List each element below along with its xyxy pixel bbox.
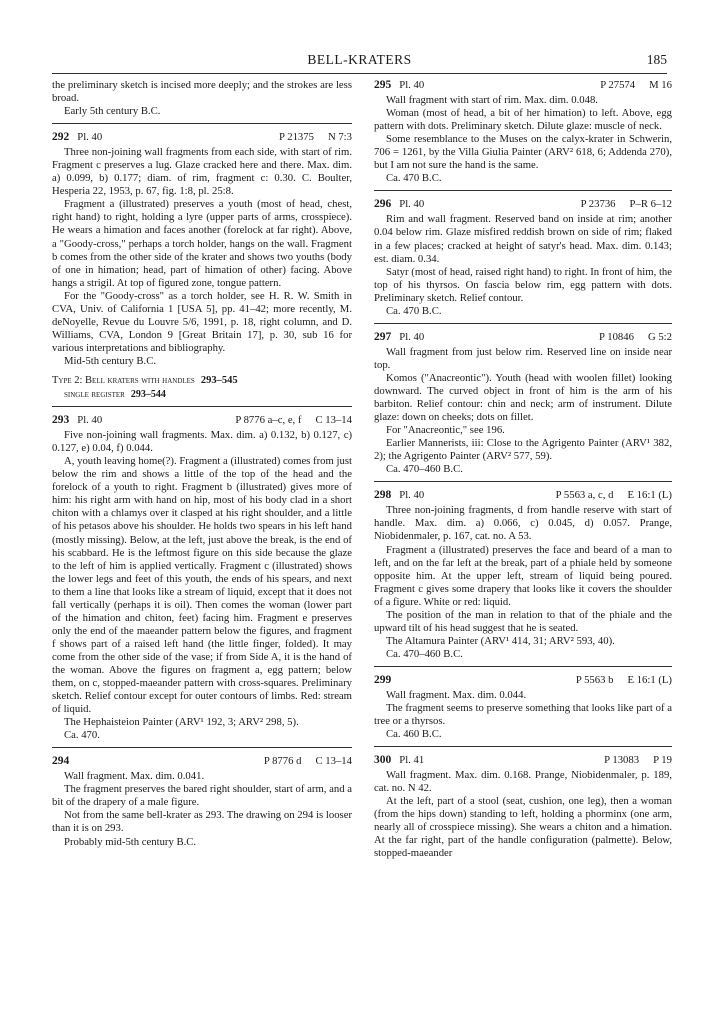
entry-rule [52, 406, 352, 407]
left-column [52, 79, 352, 849]
entry-paragraph: Wall fragment. Max. dim. 0.044. [386, 688, 527, 701]
entry-number: 292 [52, 131, 70, 144]
entry-heading [52, 755, 352, 768]
entry-paragraph: Fragment a (illustrated) preserves the face and beard of a man to left, and on the far left at the break, part of a phiale held by someone opposite him. At the upper left, stream of liquid being poured. Fragment c gives some drapery that looks like it covers the shoulder of a figure. White or red: liquid. [374, 543, 672, 608]
right-column [374, 79, 672, 861]
entry-paragraph: At the left, part of a stool (seat, cushion, one leg), then a woman (from the hips down) standing to left, holding a phorminx (one arm, nearly all of crosspiece missing). She wears a chiton and a himation. At the far right, part of the handle configuration (palmette). Below, stopped-maeander [374, 795, 672, 860]
catalogue-entry-300 [374, 754, 672, 860]
header-rule [52, 73, 667, 74]
type-heading-label: Type 2: Bell kraters with handles [52, 374, 195, 386]
entry-paragraph: Fragment a (illustrated) preserves a youth (most of head, chest, right hand) to right, holding a lyre (upper parts of arms, crosspiece). He wears a himation and faces another (forelock at far right). Above, a "Goody-cross," perhaps a torch holder, hangs on the wall. Fragment b comes from the other side of the krater and shows two youths (body of one in himation; head, part of himation of other) facing. Above hangs a strigil. At top of figured zone, tongue pattern. [52, 198, 352, 289]
findspot: E 16:1 (L) [627, 673, 672, 686]
catalogue-entry-295 [374, 79, 672, 185]
findspot: M 16 [649, 79, 672, 91]
entry-paragraph: The position of the man in relation to that of the phiale and the upward tilt of his head suggest that he is seated. [374, 608, 672, 634]
type-heading-range: 293–545 [200, 374, 238, 386]
date-line: Ca. 470 B.C. [386, 172, 442, 185]
date-line: Ca. 470. [64, 729, 100, 742]
intro-text: the preliminary sketch is incised more deeply; and the strokes are less broad. [52, 79, 352, 105]
entry-paragraph: Satyr (most of head, raised right hand) to right. In front of him, the top of his thyrsos. On fascia below rim, egg pattern with dots. Preliminary sketch. Relief contour. [374, 265, 672, 304]
inventory-number: P 13083 [604, 754, 640, 767]
date-line: Ca. 470 B.C. [386, 304, 442, 317]
findspot: N 7:3 [327, 131, 352, 144]
entry-rule [52, 123, 352, 124]
entry-paragraph: For "Anacreontic," see 196. [386, 424, 505, 437]
date-line: Early 5th century B.C. [64, 105, 161, 118]
sub-heading-range: 293–544 [130, 389, 166, 401]
page-number: 185 [646, 52, 667, 67]
date-line: Ca. 460 B.C. [386, 728, 442, 741]
inventory-number: P 27574 [600, 79, 636, 91]
inventory-number: P 8776 a–c, e, f [235, 414, 302, 427]
entry-paragraph: The Altamura Painter (ARV¹ 414, 31; ARV² 593, 40). [386, 634, 615, 647]
entry-paragraph: Woman (most of head, a bit of her himation) to left. Above, egg pattern with dots. Preliminary sketch. Dilute glaze: muscle of neck. [374, 107, 672, 133]
inventory-number: P 8776 d [263, 755, 302, 768]
entry-heading [52, 414, 352, 427]
entry-paragraph: Earlier Mannerists, iii: Close to the Agrigento Painter (ARV¹ 382, 2); the Agrigento Painter (ARV² 577, 59). [374, 437, 672, 463]
entry-heading [374, 489, 672, 502]
entry-paragraph: The fragment seems to preserve something that looks like part of a tree or a thyrsos. [374, 702, 672, 728]
catalogue-entry-293 [52, 414, 352, 742]
running-title: BELL-KRATERS [307, 52, 412, 67]
entry-paragraph: Some resemblance to the Muses on the calyx-krater in Schwerin, 706 = 1261, by the Villa Giulia Painter (ARV² 618, 6; Addenda 270), but I am not sure the hand is the same. [374, 133, 672, 172]
entry-number: 293 [52, 414, 70, 427]
entry-rule [52, 747, 352, 748]
entry-paragraph: A, youth leaving home(?). Fragment a (illustrated) comes from just below the rim and shows a little of the top of the head and the forelock of a youth to right. Fragment b (illustrated) gives more of him: his right arm with hand on hip, most of his body clad in a short chiton with a chlamys over it clasped at his right shoulder, and a little of his petasos above his shoulder. He holds two spears in his left hand (mostly missing). Below, at the left, just above the break, is the end of his scabbard. He is the leftmost figure on this side because the glaze to the left of him is applied vertically. Fragment c (illustrated) shows the lower legs and feet of this youth, the ends of his spears, and next to them a line that looks like a stream of liquid, except that it does not fall vertically (perhaps it is oil). Then comes the woman (lower part of the himation and chiton, feet) facing him. Fragment e preserves only the end of the maeander pattern below the figures, and fragment f shows part of a raised left hand (the little finger, folded). It may come from the other side of the vase; if from Side A, it is the hand of the woman. Above the figures on fragment a, egg pattern; below them, on c, stopped-maeander pattern with cross-squares. Preliminary sketch. Relief contour except for outer contours of limbs. Red: stream of liquid. [52, 455, 352, 716]
catalogue-entry-297 [374, 331, 672, 477]
findspot: C 13–14 [315, 755, 352, 768]
entry-number: 297 [374, 330, 392, 343]
entry-paragraph: Not from the same bell-krater as 293. The drawing on 294 is looser than it is on 293. [52, 809, 352, 835]
type-heading [52, 374, 352, 387]
entry-rule [374, 323, 672, 324]
entry-number: 298 [374, 489, 392, 502]
plate-ref: Pl. 41 [399, 754, 425, 767]
entry-paragraph: For the "Goody-cross" as a torch holder, see H. R. W. Smith in CVA, Univ. of California 1 [USA 5], pp. 41–42; more recently, M. deNoyelle, Revue du Louvre 5/6, 1991, p. 18, right column, and D. Williams, CVA, London 9 [Great Britain 17], p. 30, sub 16 for various interpretations and bibliography. [52, 289, 352, 354]
catalogue-entry-296 [374, 198, 672, 317]
entry-heading [374, 331, 672, 344]
entry-heading [374, 674, 672, 687]
entry-rule [374, 746, 672, 747]
entry-paragraph: Three non-joining wall fragments from each side, with start of rim. Fragment c preserves a lug. Glaze cracked here and there. Max. dim. a) 0.099, b) 0.177; diam. of rim, fragment c: 0.30. C. Boulter, Hesperia 22, 1953, p. 67, fig. 1:8, pl. 25:8. [52, 146, 352, 198]
findspot: E 16:1 (L) [627, 489, 672, 502]
catalogue-entry-299 [374, 674, 672, 741]
plate-ref: Pl. 40 [399, 330, 425, 343]
entry-paragraph: Wall fragment. Max. dim. 0.168. Prange, Niobidenmaler, p. 189, cat. no. N 42. [374, 769, 672, 795]
entry-heading [374, 754, 672, 767]
plate-ref: Pl. 40 [399, 79, 425, 91]
entry-number: 296 [374, 198, 392, 211]
inventory-number: P 5563 b [575, 673, 614, 686]
entry-rule [374, 666, 672, 667]
plate-ref: Pl. 40 [77, 131, 103, 144]
catalogue-entry-294 [52, 755, 352, 848]
entry-heading [374, 79, 672, 92]
catalogue-entry-292 [52, 131, 352, 368]
date-line: Mid-5th century B.C. [64, 354, 157, 367]
entry-paragraph: Wall fragment with start of rim. Max. dim. 0.048. [386, 94, 598, 107]
entry-paragraph: The fragment preserves the bared right shoulder, start of arm, and a bit of the drapery of a male figure. [52, 783, 352, 809]
sub-heading-label: single register [64, 389, 125, 401]
entry-paragraph: The Hephaisteion Painter (ARV¹ 192, 3; ARV² 298, 5). [64, 716, 299, 729]
catalogue-entry-298 [374, 489, 672, 661]
findspot: G 5:2 [647, 330, 672, 343]
entry-number: 300 [374, 754, 392, 767]
entry-paragraph: Five non-joining wall fragments. Max. dim. a) 0.132, b) 0.127, c) 0.127, e) 0.04, f) 0.044. [52, 429, 352, 455]
entry-paragraph: Rim and wall fragment. Reserved band on inside at rim; another 0.04 below rim. Glaze misfired reddish brown on side of rim; flaked in a few places; cracked at height of satyr's head. Max. dim. 0.143; est. diam. 0.34. [374, 213, 672, 265]
entry-paragraph: Three non-joining fragments, d from handle reserve with start of handle. Max. dim. a) 0.066, c) 0.045, d) 0.057. Prange, Niobidenmaler, p. 167, cat. no. A 53. [374, 504, 672, 543]
sub-heading [64, 388, 352, 401]
entry-heading [374, 198, 672, 211]
entry-paragraph: Wall fragment. Max. dim. 0.041. [64, 770, 205, 783]
entry-number: 295 [374, 79, 392, 91]
entry-number: 299 [374, 673, 392, 686]
entry-heading [52, 131, 352, 144]
inventory-number: P 21375 [279, 131, 314, 144]
plate-ref: Pl. 40 [399, 198, 425, 211]
findspot: C 13–14 [315, 414, 352, 427]
inventory-number: P 23736 [580, 198, 616, 211]
entry-rule [374, 481, 672, 482]
entry-number: 294 [52, 755, 70, 768]
inventory-number: P 5563 a, c, d [555, 489, 614, 502]
date-line: Ca. 470–460 B.C. [386, 647, 463, 660]
running-header [52, 52, 667, 72]
entry-paragraph: Wall fragment from just below rim. Reserved line on inside near top. [374, 345, 672, 371]
inventory-number: P 10846 [599, 330, 634, 343]
date-line: Ca. 470–460 B.C. [386, 463, 463, 476]
plate-ref: Pl. 40 [77, 414, 103, 427]
entry-rule [374, 190, 672, 191]
plate-ref: Pl. 40 [399, 489, 425, 502]
date-line: Probably mid-5th century B.C. [64, 835, 197, 848]
findspot: P 19 [653, 754, 672, 767]
findspot: P–R 6–12 [629, 198, 672, 211]
entry-paragraph: Komos ("Anacreontic"). Youth (head with woolen fillet) looking downward. The curved object in front of him is the arm of his barbiton. Relief contour: chin and neck; arm of instrument. Dilute glaze: down on cheeks; dots on fillet. [374, 371, 672, 424]
